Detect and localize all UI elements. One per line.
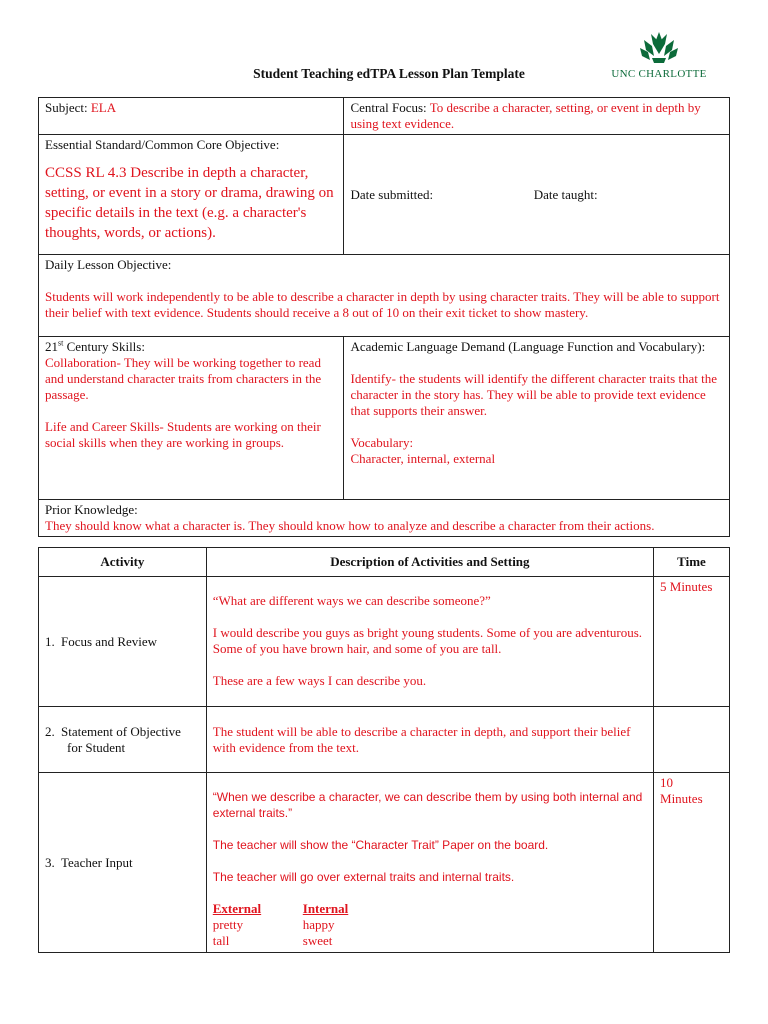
academic-identify: Identify- the students will identify the different character traits that the character in the story has. They will be able to provide text evidence that supports their answer. xyxy=(350,371,718,418)
crown-logo-icon xyxy=(638,30,680,64)
activity-description: The student will be able to describe a character in depth, and support their belief with evidence from the text. xyxy=(206,707,653,773)
central-focus-value: To describe a character, setting, or event in depth by using text evidence. xyxy=(350,100,701,131)
traits-header: External Internal xyxy=(212,901,349,916)
table-row xyxy=(39,773,730,953)
collaboration-skill: Collaboration- They will be working together to read and understand character traits from characters in the passage. xyxy=(45,355,322,402)
life-career-skill: Life and Career Skills- Students are working on their social skills when they are working in groups. xyxy=(45,419,321,450)
prior-knowledge-cell xyxy=(39,500,730,537)
activity-name: 1. Focus and Review xyxy=(39,577,207,707)
subject-label: Subject: xyxy=(45,100,88,115)
lesson-info-table xyxy=(38,97,730,537)
logo-wordmark: UNC CHARLOTTE xyxy=(611,68,707,80)
daily-objective-label: Daily Lesson Objective: xyxy=(45,257,172,272)
century-skills-cell xyxy=(39,337,344,500)
page-title: Student Teaching edTPA Lesson Plan Template xyxy=(253,66,525,81)
academic-language-label: Academic Language Demand (Language Function and Vocabulary): xyxy=(350,339,706,354)
central-focus-cell xyxy=(344,98,730,135)
date-taught-label: Date taught: xyxy=(533,186,598,202)
description-header: Description of Activities and Setting xyxy=(206,548,653,577)
unc-charlotte-logo xyxy=(606,30,712,80)
prior-knowledge-label: Prior Knowledge: xyxy=(45,502,138,517)
table-row xyxy=(39,577,730,707)
dates-cell xyxy=(344,135,730,255)
activity-time: 5 Minutes xyxy=(654,577,730,707)
date-submitted-label: Date submitted: xyxy=(350,186,434,202)
standard-value: CCSS RL 4.3 Describe in depth a character, setting, or event in a story or drama, drawing on specific details in the text (e.g. a character's thoughts, words, or actions). xyxy=(45,165,334,241)
academic-language-cell xyxy=(344,337,730,500)
standard-cell xyxy=(39,135,344,255)
activity-header: Activity xyxy=(39,548,207,577)
activity-name: 3. Teacher Input xyxy=(39,773,207,953)
activity-time: 10 Minutes xyxy=(654,773,730,953)
standard-label: Essential Standard/Common Core Objective: xyxy=(45,137,280,152)
table-row xyxy=(39,707,730,773)
list-item: tall sweet xyxy=(212,933,333,948)
activity-name: 2. Statement of Objective for Student xyxy=(39,707,207,773)
vocabulary-value: Character, internal, external xyxy=(350,451,496,466)
subject-cell xyxy=(39,98,344,135)
subject-value: ELA xyxy=(90,100,117,115)
century-skills-label: 21st Century Skills: xyxy=(45,338,145,354)
activity-time xyxy=(654,707,730,773)
prior-knowledge-value: They should know what a character is. They should know how to analyze and describe a character from their actions. xyxy=(45,518,655,533)
activity-description: “What are different ways we can describe someone?” I would describe you guys as bright young students. Some of you are adventurous. Some of you have brown hair, and some of you are tall. These are a few ways I can describe you. xyxy=(206,577,653,707)
central-focus-label: Central Focus: xyxy=(350,100,427,115)
list-item: pretty happy xyxy=(212,917,335,932)
activities-table xyxy=(38,547,730,953)
vocabulary-label: Vocabulary: xyxy=(350,435,414,450)
time-header: Time xyxy=(654,548,730,577)
daily-objective-value: Students will work independently to be able to describe a character in depth by using character traits. They will be able to support their belief with text evidence. Students should receive a 8 out of 10 on their exit ticket to show mastery. xyxy=(45,289,720,320)
daily-objective-cell xyxy=(39,255,730,337)
activity-description: “When we describe a character, we can describe them by using both internal and external traits.” The teacher will show the “Character Trait” Paper on the board. The teacher will go over external traits and internal traits. External Internal pretty happy tall sweet xyxy=(206,773,653,953)
